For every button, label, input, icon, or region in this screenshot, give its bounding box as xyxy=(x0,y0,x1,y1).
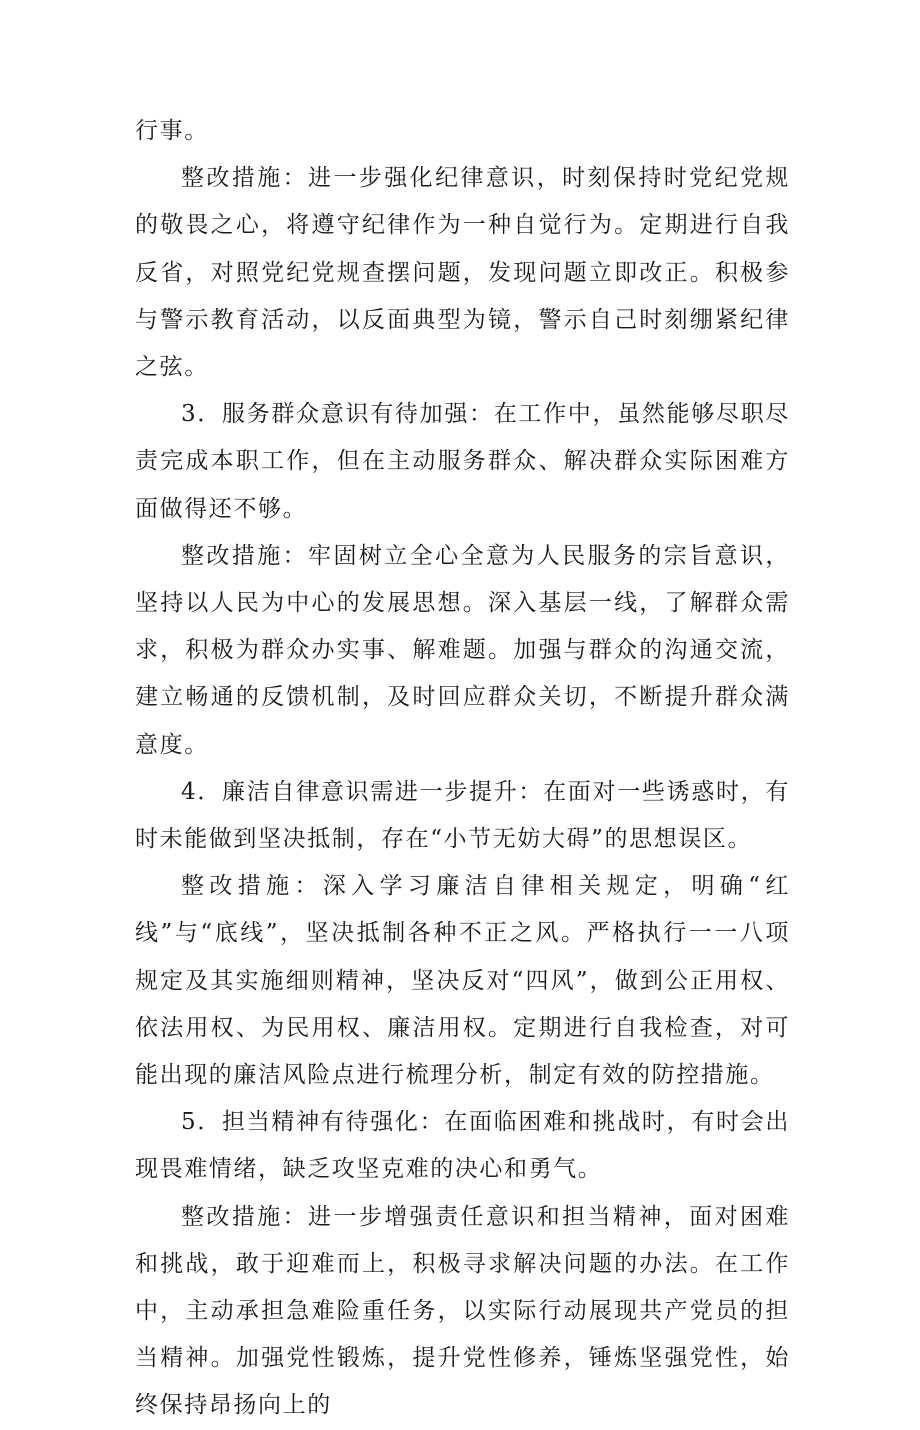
paragraph-rectification-responsibility: 整改措施：进一步增强责任意识和担当精神，面对困难和挑战，敢于迎难而上，积极寻求解决问题的办法。在工作中，主动承担急难险重任务，以实际行动展现共产党员的担当精神。加强党性锻炼，提升党性修养，锤炼坚强党性，始终保持昂扬向上的 xyxy=(135,1203,790,1419)
paragraph-issue-5-responsibility: 5．担当精神有待强化：在面临困难和挑战时，有时会出现畏难情绪，缺乏攻坚克难的决心和勇气。 xyxy=(135,1109,790,1183)
paragraph-rectification-integrity: 整改措施：深入学习廉洁自律相关规定，明确“红线”与“底线”，坚决抵制各种不正之风。严格执行一一八项规定及其实施细则精神，坚决反对“四风”，做到公正用权、依法用权、为民用权、廉洁用权。定期进行自我检查，对可能出现的廉洁风险点进行梳理分析，制定有效的防控措施。 xyxy=(135,873,790,1089)
paragraph-rectification-discipline: 整改措施：进一步强化纪律意识，时刻保持时党纪党规的敬畏之心，将遵守纪律作为一种自觉行为。定期进行自我反省，对照党纪党规查摆问题，发现问题立即改正。积极参与警示教育活动，以反面典型为镜，警示自己时刻绷紧纪律之弦。 xyxy=(135,165,790,381)
paragraph-issue-4-integrity: 4．廉洁自律意识需进一步提升：在面对一些诱惑时，有时未能做到坚决抵制，存在“小节无妨大碍”的思想误区。 xyxy=(135,778,790,853)
document-body xyxy=(135,108,790,1430)
paragraph-rectification-service: 整改措施：牢固树立全心全意为人民服务的宗旨意识，坚持以人民为中心的发展思想。深入基层一线，了解群众需求，积极为群众办实事、解难题。加强与群众的沟通交流，建立畅通的反馈机制，及时回应群众关切，不断提升群众满意度。 xyxy=(135,542,790,758)
paragraph-issue-3-service-awareness: 3．服务群众意识有待加强：在工作中，虽然能够尽职尽责完成本职工作，但在主动服务群众、解决群众实际困难方面做得还不够。 xyxy=(135,401,790,522)
paragraph-continuation: 行事。 xyxy=(135,118,209,144)
